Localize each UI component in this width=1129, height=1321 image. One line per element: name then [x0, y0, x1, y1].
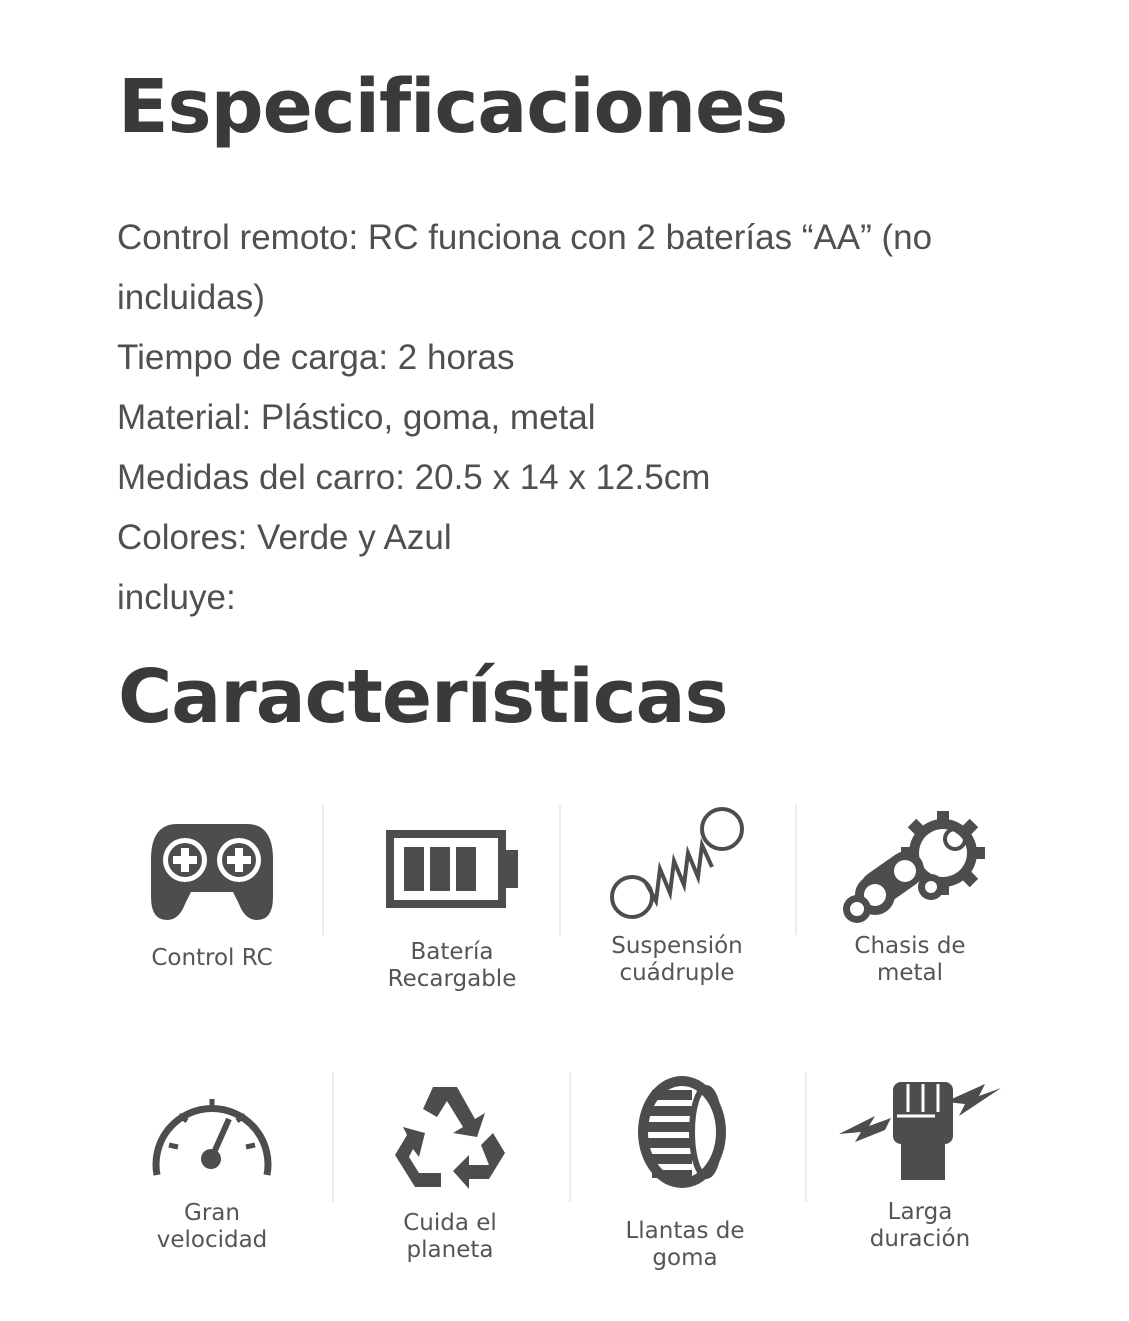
feature-eco: [340, 1075, 560, 1264]
feature-long-lasting: [810, 1072, 1030, 1253]
divider: [322, 805, 324, 935]
feature-battery: [342, 812, 562, 993]
features-title: Características: [118, 654, 728, 740]
recycle-icon: [385, 1075, 515, 1190]
gamepad-icon: [147, 812, 277, 927]
spec-material: Material: Plástico, goma, metal: [117, 398, 596, 437]
specifications-list: [117, 208, 1077, 628]
speedometer-icon: [147, 1075, 277, 1190]
gear-chain-icon: [835, 805, 985, 927]
divider: [569, 1072, 571, 1202]
battery-icon: [382, 812, 522, 927]
spec-includes: incluye:: [117, 578, 236, 617]
feature-label: Chasis de metal: [854, 933, 966, 986]
feature-label: Llantas de goma: [625, 1218, 745, 1271]
feature-label: Larga duración: [869, 1199, 971, 1252]
spec-colors: Colores: Verde y Azul: [117, 518, 452, 557]
feature-label: Gran velocidad: [156, 1200, 268, 1253]
feature-high-speed: [102, 1075, 322, 1254]
divider: [332, 1072, 334, 1202]
tire-icon: [620, 1072, 750, 1192]
spec-remote-line1: Control remoto: RC funciona con 2 baterías “AA” (no: [117, 218, 933, 257]
specifications-title: Especificaciones: [118, 64, 788, 150]
feature-suspension: [567, 805, 787, 987]
power-fist-icon: [835, 1072, 1005, 1187]
feature-label: Control RC: [151, 945, 273, 971]
feature-control-rc: [102, 812, 322, 972]
feature-label: Suspensión cuádruple: [611, 933, 743, 986]
spec-size: Medidas del carro: 20.5 x 14 x 12.5cm: [117, 458, 711, 497]
feature-label: Batería Recargable: [387, 939, 517, 992]
divider: [795, 805, 797, 935]
spring-icon: [602, 805, 752, 927]
feature-metal-chassis: [800, 805, 1020, 987]
feature-label: Cuida el planeta: [403, 1210, 497, 1263]
divider: [805, 1072, 807, 1202]
spec-charge-time: Tiempo de carga: 2 horas: [117, 338, 515, 377]
spec-remote-line2: incluidas): [117, 278, 265, 317]
feature-rubber-tires: [575, 1072, 795, 1272]
